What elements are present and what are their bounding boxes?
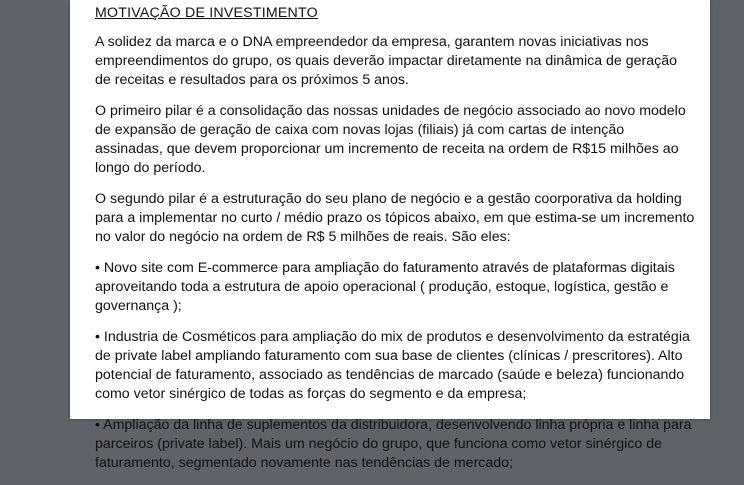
bullet-ecommerce: • Novo site com E-commerce para ampliação do faturamento através de plataformas digitais aproveitando toda a estrutura de apoio operacional ( produção, estoque, logística, gestão e governança ); (95, 260, 675, 314)
document-page (70, 0, 710, 471)
bullet-supplements: • Ampliação da linha de suplementos da distribuidora, desenvolvendo linha própria e linha para parceiros (private label). Mais um negócio do grupo, que funciona como vetor sinérgico de faturamento, segmentado novamente nas tendências de mercado; (95, 417, 692, 471)
page-content (95, 4, 695, 485)
bullet-cosmetics: • Industria de Cosméticos para ampliação do mix de produtos e desenvolvimento da estratégia de private label ampliando faturamento com sua base de clientes (clínicas / prescritores). Alto potencial de faturamento, associado as tendências de marcado (saúde e beleza) funcionando como vetor sinérgico de todas as forças do segmento e da empresa; (95, 329, 690, 402)
paragraph-first-pillar: O primeiro pilar é a consolidação das nossas unidades de negócio associado ao novo modelo de expansão de geração de caixa com novas lojas (filiais) já com cartas de intenção assinadas, que devem proporcionar um incremento de receita na ordem de R$15 milhões ao longo do período. (95, 103, 686, 176)
section-heading: MOTIVAÇÃO DE INVESTIMENTO (95, 5, 318, 21)
paragraph-second-pillar: O segundo pilar é a estruturação do seu plano de negócio e a gestão coorporativa da holding para a implementar no curto / médio prazo os tópicos abaixo, em que estima-se um incremento no valor do negócio na ordem de R$ 5 milhões de reais. São eles: (95, 191, 695, 245)
paragraph-intro: A solidez da marca e o DNA empreendedor da empresa, garantem novas iniciativas nos empreendimentos do grupo, os quais deverão impactar diretamente na dinâmica de geração de receitas e resultados para os próximos 5 anos. (95, 34, 678, 88)
